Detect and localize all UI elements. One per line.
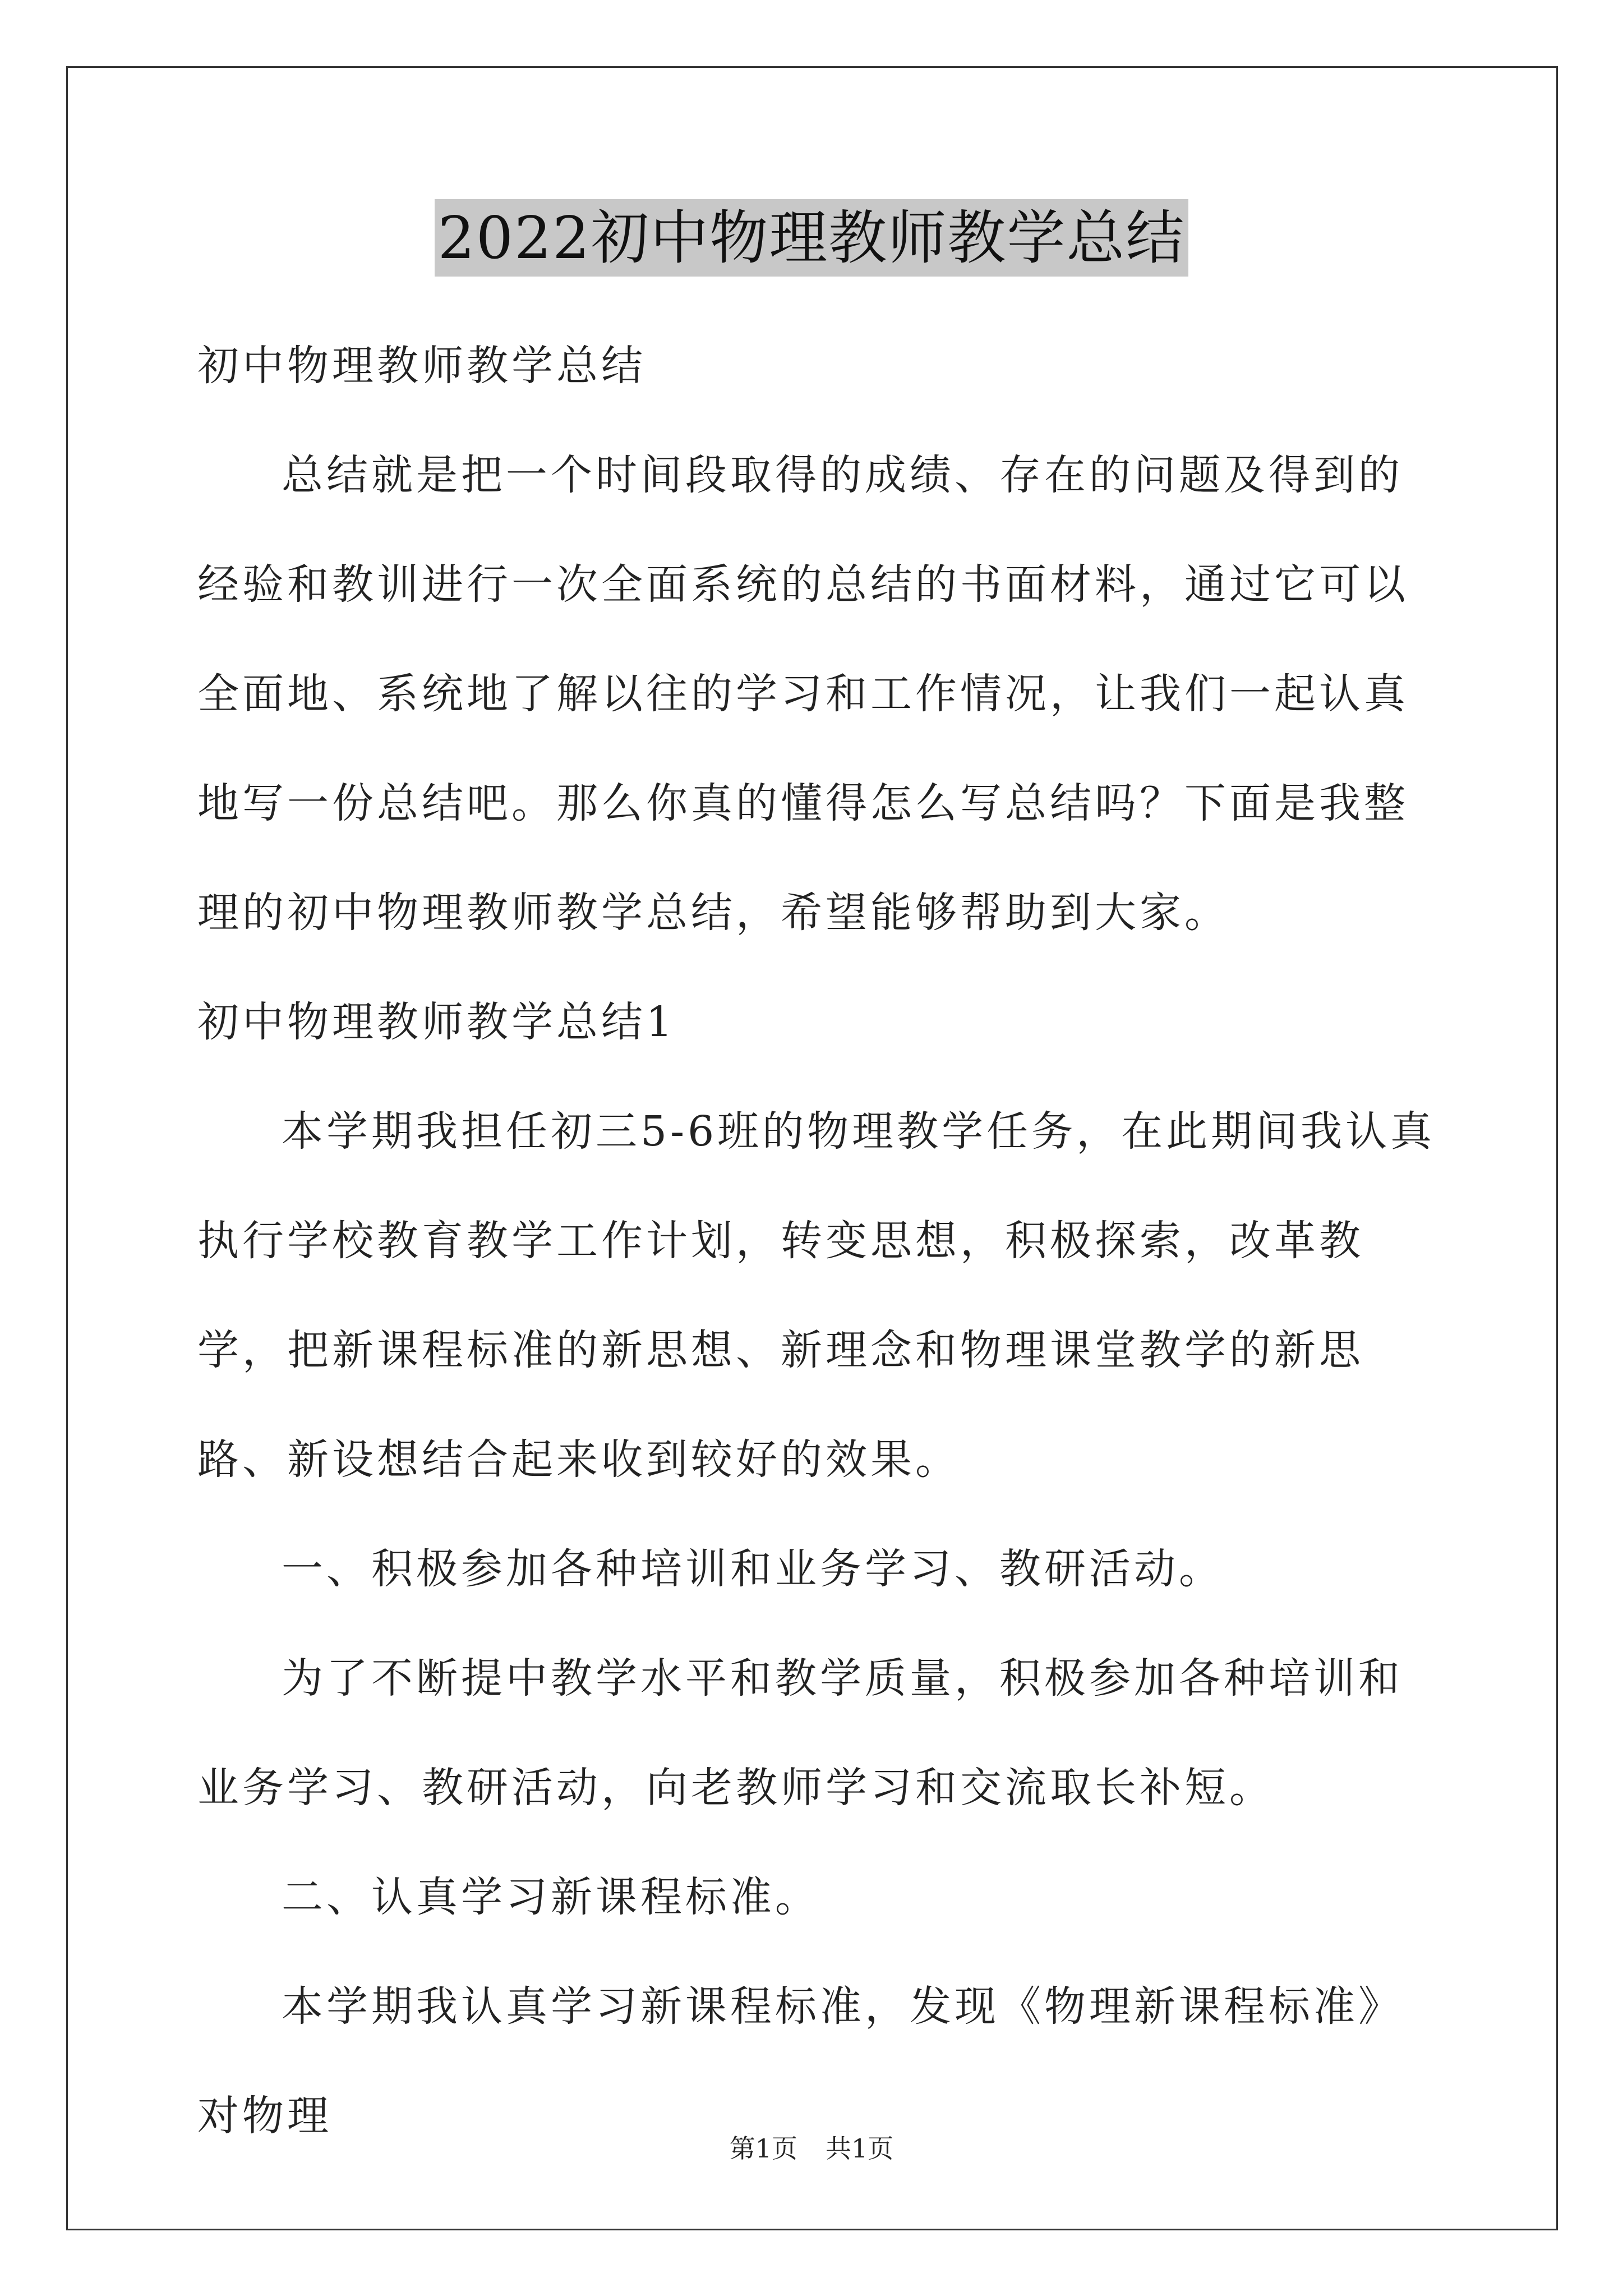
point-heading-1: 一、积极参加各种培训和业务学习、教研活动。 [282,1545,1224,1593]
body-paragraph: 本学期我担任初三5-6班的物理教学任务，在此期间我认真执行学校教育教学工作计划，转变思想，积极探索，改革教学，把新课程标准的新思想、新理念和物理课堂教学的新思路、新设想结合起来收到较好的效果。 [197,1107,1436,1484]
point-heading-2: 二、认真学习新课程标准。 [282,1873,820,1921]
page-total: 共1页 [826,2133,894,2164]
subtitle-heading: 初中物理教师教学总结 [197,342,646,390]
title-container [0,199,1623,277]
page-footer [0,2132,1623,2165]
body-paragraph: 为了不断提中教学水平和教学质量，积极参加各种培训和业务学习、教研活动，向老教师学习和交流取长补短。 [197,1654,1403,1812]
intro-paragraph: 总结就是把一个时间段取得的成绩、存在的问题及得到的经验和教训进行一次全面系统的总结的书面材料，通过它可以全面地、系统地了解以往的学习和工作情况，让我们一起认真地写一份总结吧。那么你真的懂得怎么写总结吗？下面是我整理的初中物理教师教学总结，希望能够帮助到大家。 [197,451,1409,937]
section-heading: 初中物理教师教学总结1 [197,998,676,1046]
body-paragraph: 本学期我认真学习新课程标准，发现《物理新课程标准》对物理 [197,1982,1403,2140]
page-number: 第1页 [729,2133,797,2164]
document-body [197,311,1441,2171]
document-title: 2022初中物理教师教学总结 [435,199,1189,277]
